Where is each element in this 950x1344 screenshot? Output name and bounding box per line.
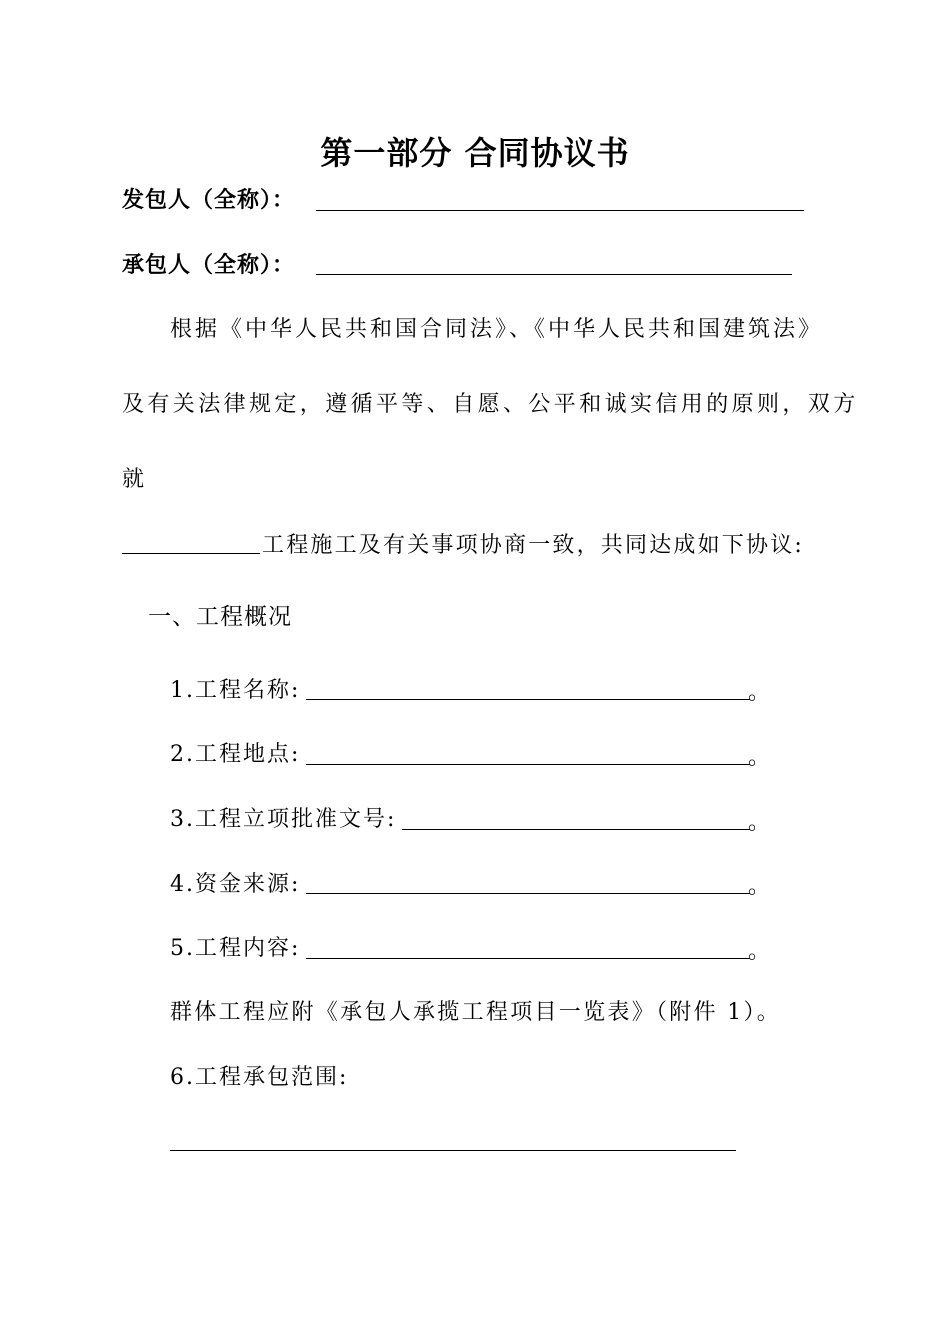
project-name-blank[interactable]	[306, 699, 750, 700]
period: 。	[748, 680, 771, 705]
period: 。	[748, 874, 771, 899]
contractor-label: 承包人（全称）：	[122, 253, 296, 278]
intro-line-3: 就	[122, 467, 147, 492]
contract-scope-blank[interactable]	[170, 1150, 736, 1151]
project-location-label: 2.工程地点:	[170, 742, 301, 767]
section-heading-project-overview: 一、工程概况	[148, 604, 292, 630]
project-name-label: 1.工程名称:	[170, 678, 301, 703]
contract-scope-label: 6.工程承包范围:	[170, 1065, 349, 1090]
document-title: 第一部分 合同协议书	[320, 134, 630, 172]
intro-line-4: 工程施工及有关事项协商一致，共同达成如下协议:	[262, 533, 805, 558]
project-location-blank[interactable]	[306, 764, 750, 765]
intro-line-1: 根据《中华人民共和国合同法》、《中华人民共和国建筑法》	[170, 317, 824, 342]
project-content-blank[interactable]	[306, 958, 750, 959]
approval-number-blank[interactable]	[402, 829, 750, 830]
employer-name-blank[interactable]	[316, 210, 804, 211]
intro-line-2: 及有关法律规定，遵循平等、自愿、公平和诚实信用的原则，双方	[122, 392, 859, 417]
period: 。	[748, 810, 771, 835]
funding-source-blank[interactable]	[306, 893, 750, 894]
project-content-label: 5.工程内容:	[170, 936, 301, 961]
employer-label: 发包人（全称）：	[122, 188, 296, 213]
period: 。	[748, 745, 771, 770]
project-name-inline-blank[interactable]	[122, 553, 260, 554]
period: 。	[748, 939, 771, 964]
funding-source-label: 4.资金来源:	[170, 872, 301, 897]
contractor-name-blank[interactable]	[316, 274, 792, 275]
approval-number-label: 3.工程立项批准文号:	[170, 807, 397, 832]
group-project-note: 群体工程应附《承包人承揽工程项目一览表》（附件 1）。	[170, 1000, 782, 1025]
